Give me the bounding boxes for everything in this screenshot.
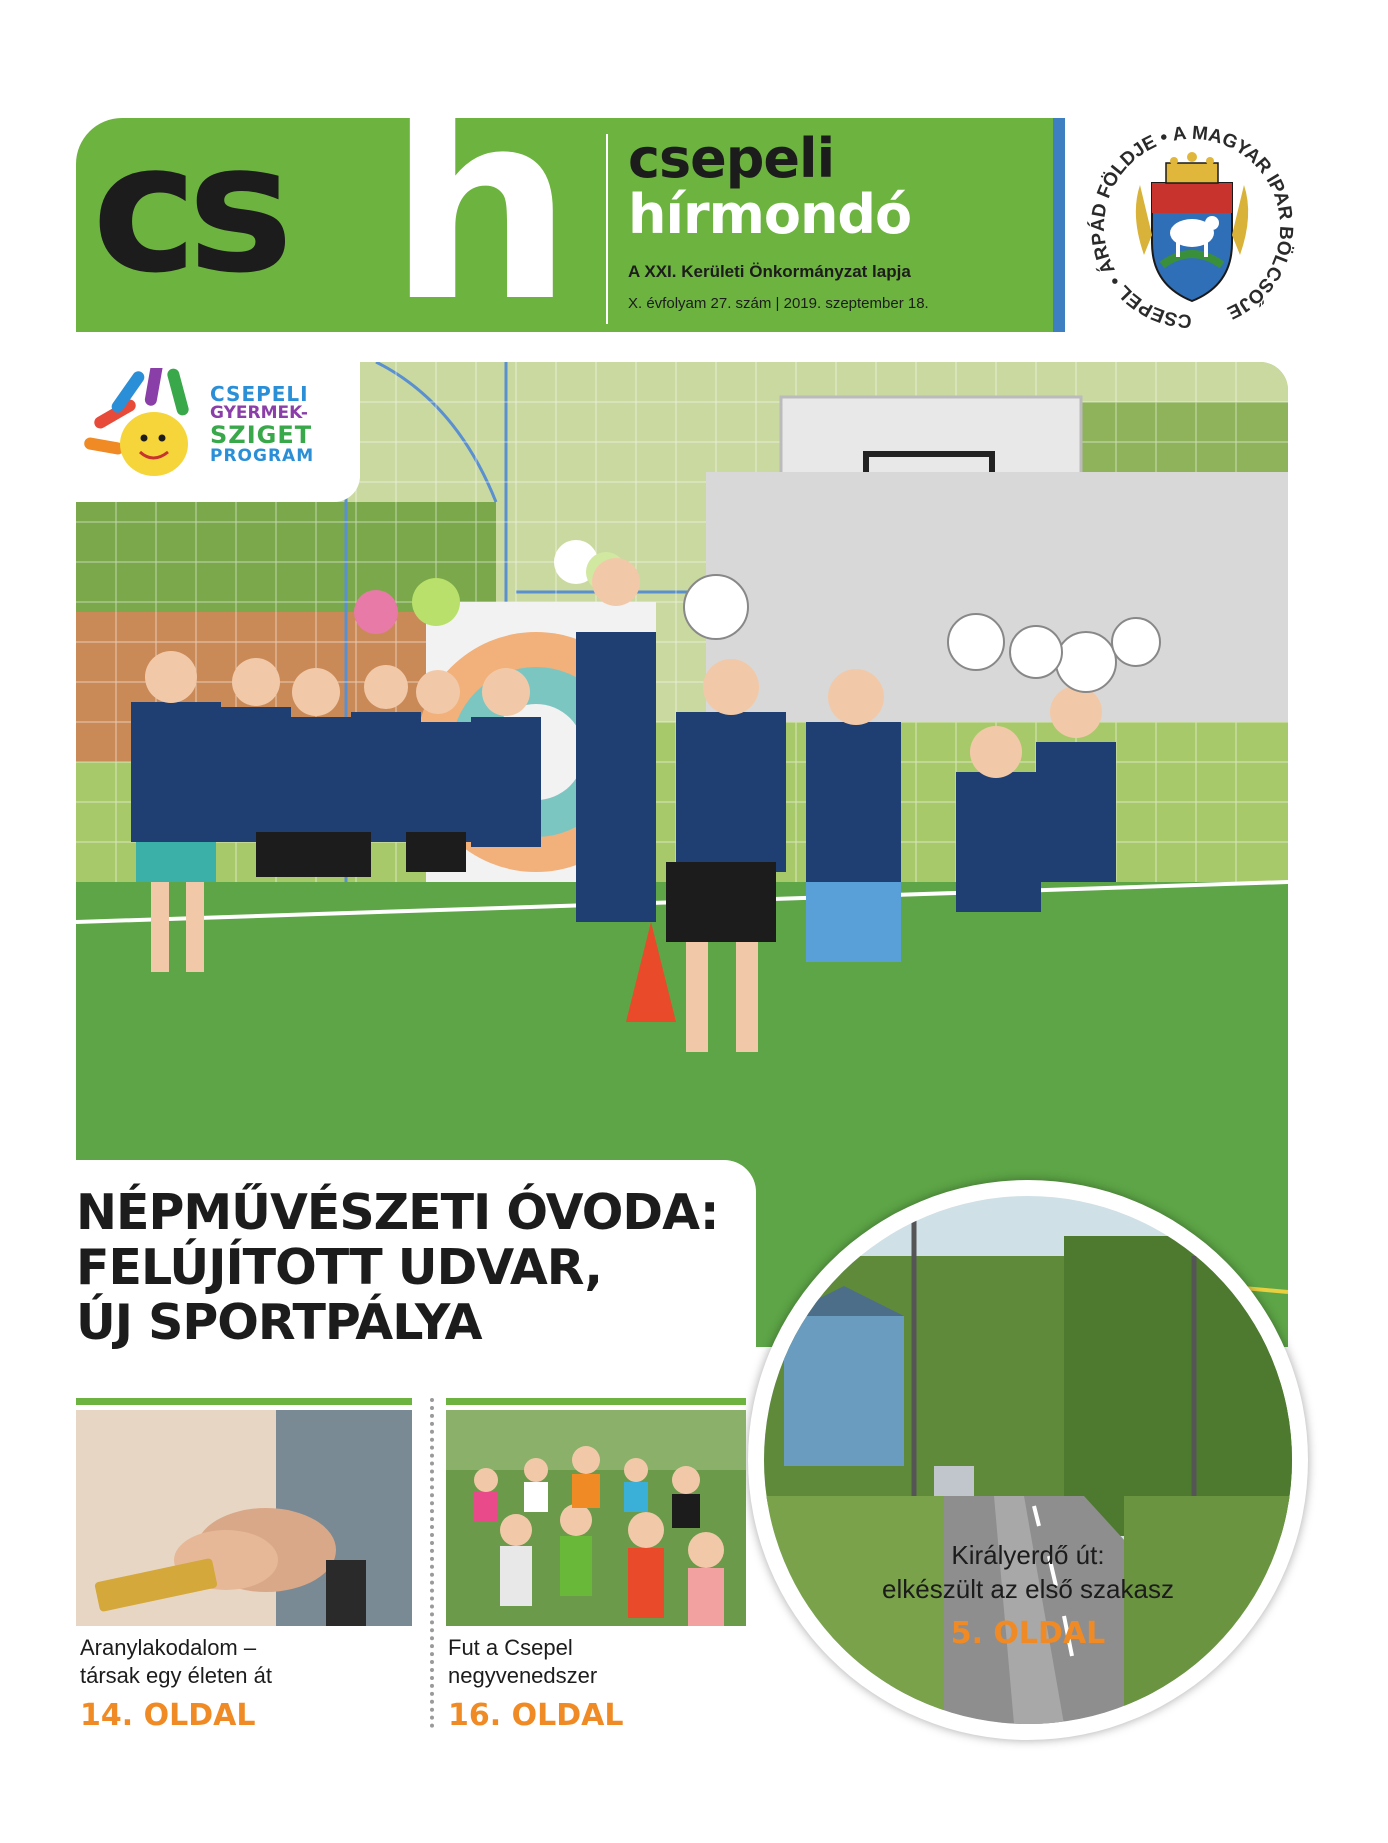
teaser2-caption-line2: negyvenedszer <box>448 1662 598 1688</box>
teaser-divider <box>430 1398 434 1728</box>
teaser2-photo-run[interactable] <box>446 1410 746 1626</box>
road-story-circle[interactable] <box>748 1180 1308 1740</box>
teaser1-top-line <box>76 1398 412 1405</box>
masthead-title-line2: hírmondó <box>628 183 912 246</box>
teaser1-caption <box>80 1634 272 1689</box>
main-headline <box>76 1186 719 1351</box>
road-story-caption-line1: Királyerdő út: <box>951 1540 1105 1570</box>
masthead-blue-stripe <box>1053 118 1065 332</box>
badge-line4: PROGRAM <box>210 446 315 467</box>
masthead-subtitle: A XXI. Kerületi Önkormányzat lapja <box>628 262 911 281</box>
badge-line3: SZIGET <box>210 420 313 449</box>
headline-line2: FELÚJÍTOTT UDVAR, <box>76 1238 603 1296</box>
crest-shield-icon <box>1136 152 1248 301</box>
teaser2-caption-line1: Fut a Csepel <box>448 1635 573 1660</box>
masthead-issue: X. évfolyam 27. szám | 2019. szeptember 18. <box>628 295 929 312</box>
teaser1-photo-golden-wedding[interactable] <box>76 1410 412 1626</box>
teaser1-caption-line2: társak egy életen át <box>80 1662 273 1688</box>
masthead-divider <box>606 134 608 324</box>
colorful-hand-icon <box>82 368 210 486</box>
crest-ring-textpath: CSEPEL • ÁRPÁD FÖLDJE • A MAGYAR IPAR BÖLCSŐJE <box>1087 122 1297 332</box>
logo-cs: cs <box>92 105 284 312</box>
teaser1-caption-line1: Aranylakodalom – <box>80 1635 257 1660</box>
teaser1-page-ref[interactable]: 14. OLDAL <box>80 1698 256 1733</box>
gyermeksziget-badge <box>76 362 360 502</box>
badge-text <box>210 384 314 466</box>
road-story-caption-line2: elkészült az első szakasz <box>882 1574 1174 1604</box>
teaser2-top-line <box>446 1398 746 1405</box>
badge-line1: CSEPELI <box>210 382 309 406</box>
road-story-page-ref[interactable]: 5. OLDAL <box>950 1616 1106 1651</box>
headline-line3: ÚJ SPORTPÁLYA <box>76 1293 482 1351</box>
csepel-crest <box>1080 115 1305 340</box>
logo-h: h <box>388 57 568 359</box>
teaser2-page-ref[interactable]: 16. OLDAL <box>448 1698 624 1733</box>
headline-line1: NÉPMŰVÉSZETI ÓVODA: <box>76 1184 719 1241</box>
badge-line2: GYERMEK- <box>210 403 308 423</box>
teaser2-caption <box>448 1634 597 1689</box>
masthead-title-line1: csepeli <box>628 127 835 190</box>
